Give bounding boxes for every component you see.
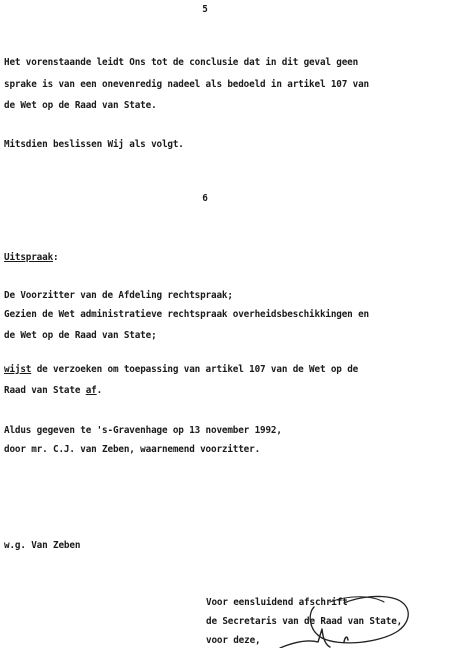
section-heading xyxy=(4,252,58,264)
signature-name: w.g. Van Zeben xyxy=(4,540,81,551)
certification-line: Voor eensluidend afschrift xyxy=(206,597,348,608)
paragraph-line: Het vorenstaande leidt Ons tot de conclusie dat in dit geval geen xyxy=(4,57,359,68)
ruling-particle: af xyxy=(85,385,97,396)
handwritten-signature xyxy=(270,585,445,648)
closing-line: Aldus gegeven te 's-Gravenhage op 13 november 1992, xyxy=(4,425,282,436)
certification-line: voor deze, xyxy=(206,635,261,646)
consideration-line: De Voorzitter van de Afdeling rechtspraak; xyxy=(4,290,233,301)
ruling-line xyxy=(4,385,102,397)
ruling-text: de verzoeken om toepassing van artikel 107 van de Wet op de xyxy=(31,364,359,375)
paragraph-line: de Wet op de Raad van State. xyxy=(4,100,157,111)
page-number: 6 xyxy=(202,193,208,204)
heading-text: Uitspraak xyxy=(4,252,54,263)
closing-line: door mr. C.J. van Zeben, waarnemend voorzitter. xyxy=(4,444,261,455)
ruling-verb: wijst xyxy=(4,364,32,375)
decision-intro: Mitsdien beslissen Wij als volgt. xyxy=(4,139,184,150)
page-number: 5 xyxy=(202,4,208,15)
ruling-end: . xyxy=(96,385,103,396)
ruling-line xyxy=(4,364,358,376)
ruling-text: Raad van State xyxy=(4,385,86,396)
consideration-line: Gezien de Wet administratieve rechtspraak overheidsbeschikkingen en xyxy=(4,309,369,320)
consideration-line: de Wet op de Raad van State; xyxy=(4,330,157,341)
heading-colon: : xyxy=(53,252,59,263)
certification-line: de Secretaris van de Raad van State, xyxy=(206,616,403,627)
paragraph-line: sprake is van een onevenredig nadeel als bedoeld in artikel 107 van xyxy=(4,79,369,90)
